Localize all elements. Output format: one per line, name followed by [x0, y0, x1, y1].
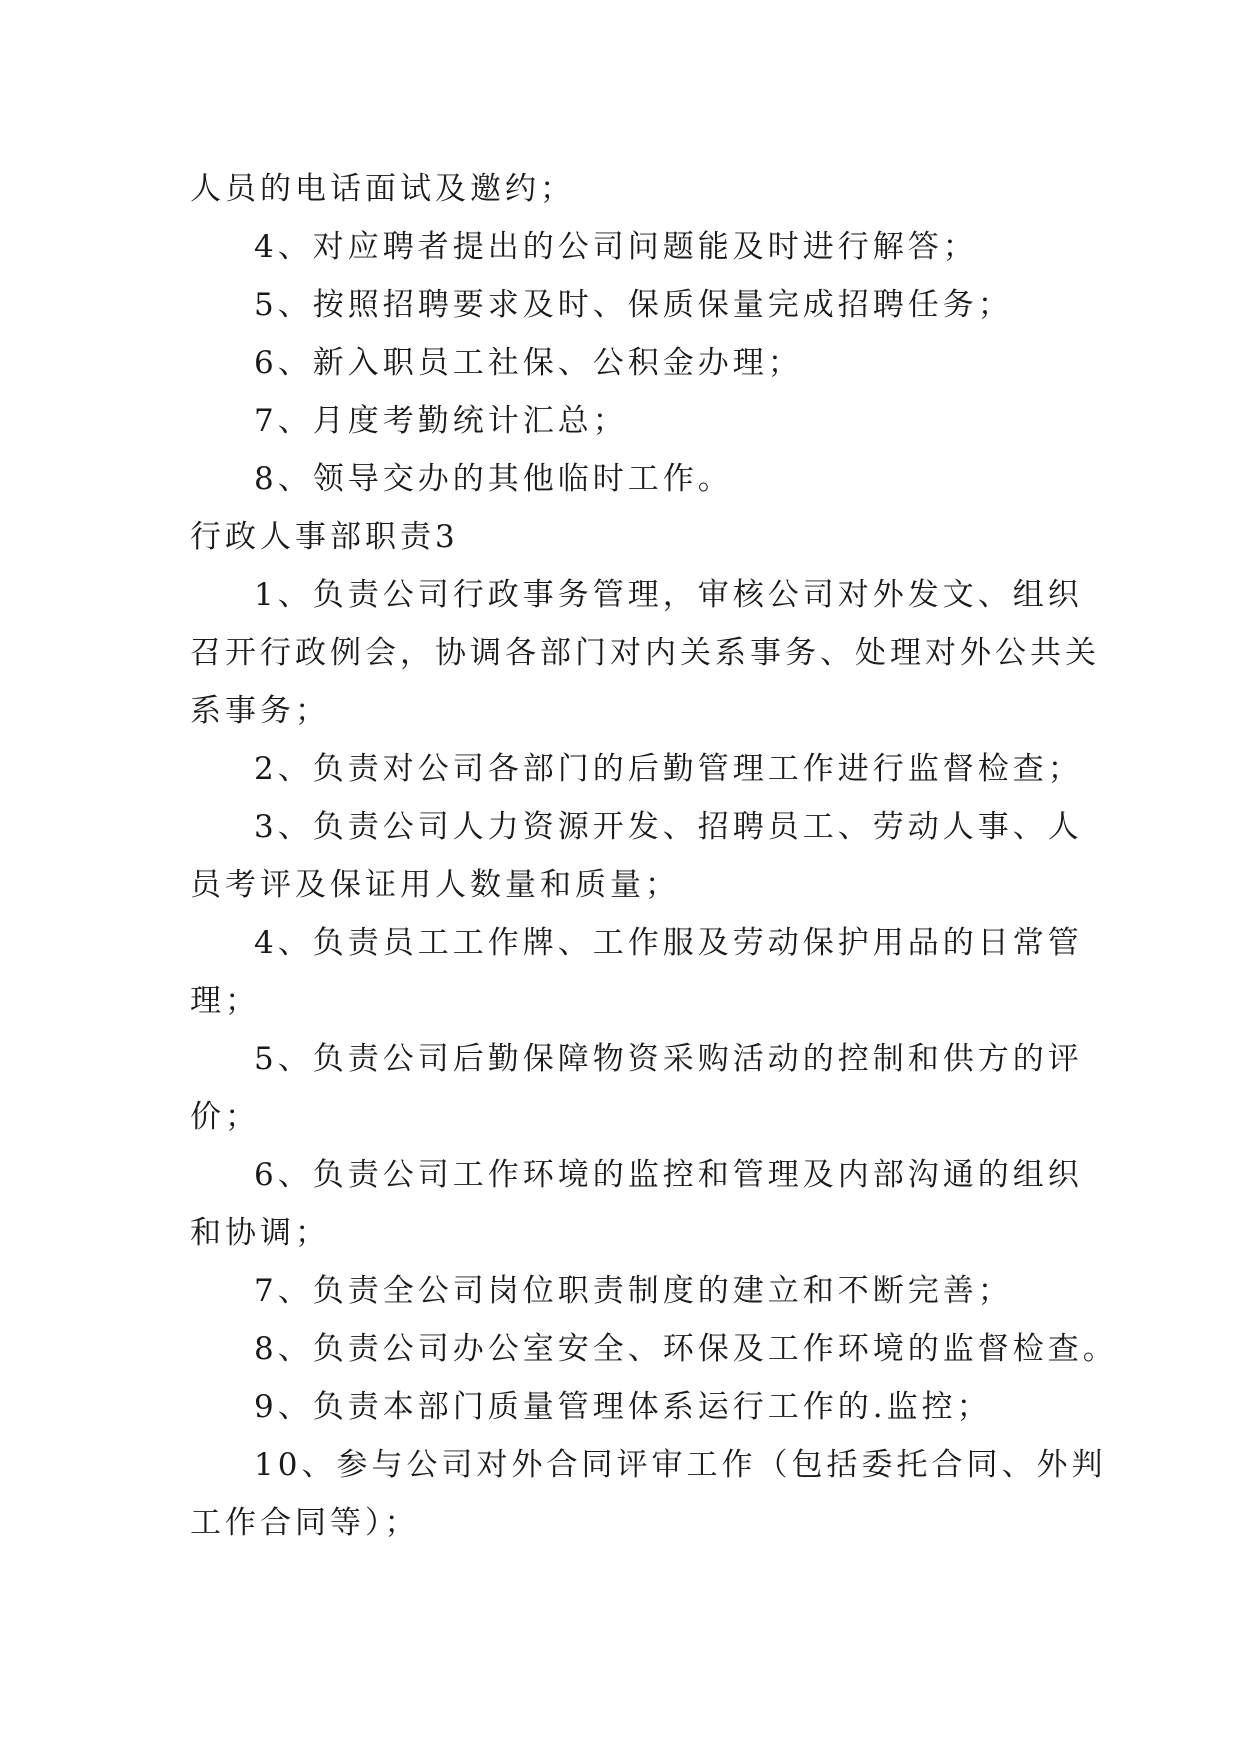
text-line: 召开行政例会，协调各部门对内关系事务、处理对外公共关 [190, 635, 1100, 671]
list-item: 8、领导交办的其他临时工作。 [254, 461, 733, 497]
list-item: 6、新入职员工社保、公积金办理； [254, 345, 803, 381]
text-line: 理； [190, 983, 260, 1019]
list-item: 7、负责全公司岗位职责制度的建立和不断完善； [254, 1273, 1013, 1309]
list-item: 4、对应聘者提出的公司问题能及时进行解答； [254, 229, 978, 265]
list-item: 8、负责公司办公室安全、环保及工作环境的监督检查。 [254, 1331, 1118, 1367]
list-item: 6、负责公司工作环境的监控和管理及内部沟通的组织 [254, 1157, 1083, 1193]
text-line: 系事务； [190, 693, 330, 729]
list-item: 5、按照招聘要求及时、保质保量完成招聘任务； [254, 287, 1013, 323]
list-item: 7、月度考勤统计汇总； [254, 403, 628, 439]
list-item: 3、负责公司人力资源开发、招聘员工、劳动人事、人 [254, 809, 1083, 845]
list-item: 9、负责本部门质量管理体系运行工作的.监控； [254, 1389, 992, 1425]
list-item: 5、负责公司后勤保障物资采购活动的控制和供方的评 [254, 1041, 1083, 1077]
document-body [190, 160, 1118, 1552]
list-item: 1、负责公司行政事务管理，审核公司对外发文、组织 [254, 577, 1083, 613]
text-line: 和协调； [190, 1215, 330, 1251]
text-line: 价； [190, 1099, 260, 1135]
text-line: 工作合同等）； [190, 1505, 420, 1541]
list-item: 10、参与公司对外合同评审工作（包括委托合同、外判 [254, 1447, 1107, 1483]
list-item: 4、负责员工工作牌、工作服及劳动保护用品的日常管 [254, 925, 1083, 961]
section-heading: 行政人事部职责3 [190, 519, 459, 555]
text-line: 人员的电话面试及邀约； [190, 171, 575, 207]
list-item: 2、负责对公司各部门的后勤管理工作进行监督检查； [254, 751, 1083, 787]
text-line: 员考评及保证用人数量和质量； [190, 867, 680, 903]
